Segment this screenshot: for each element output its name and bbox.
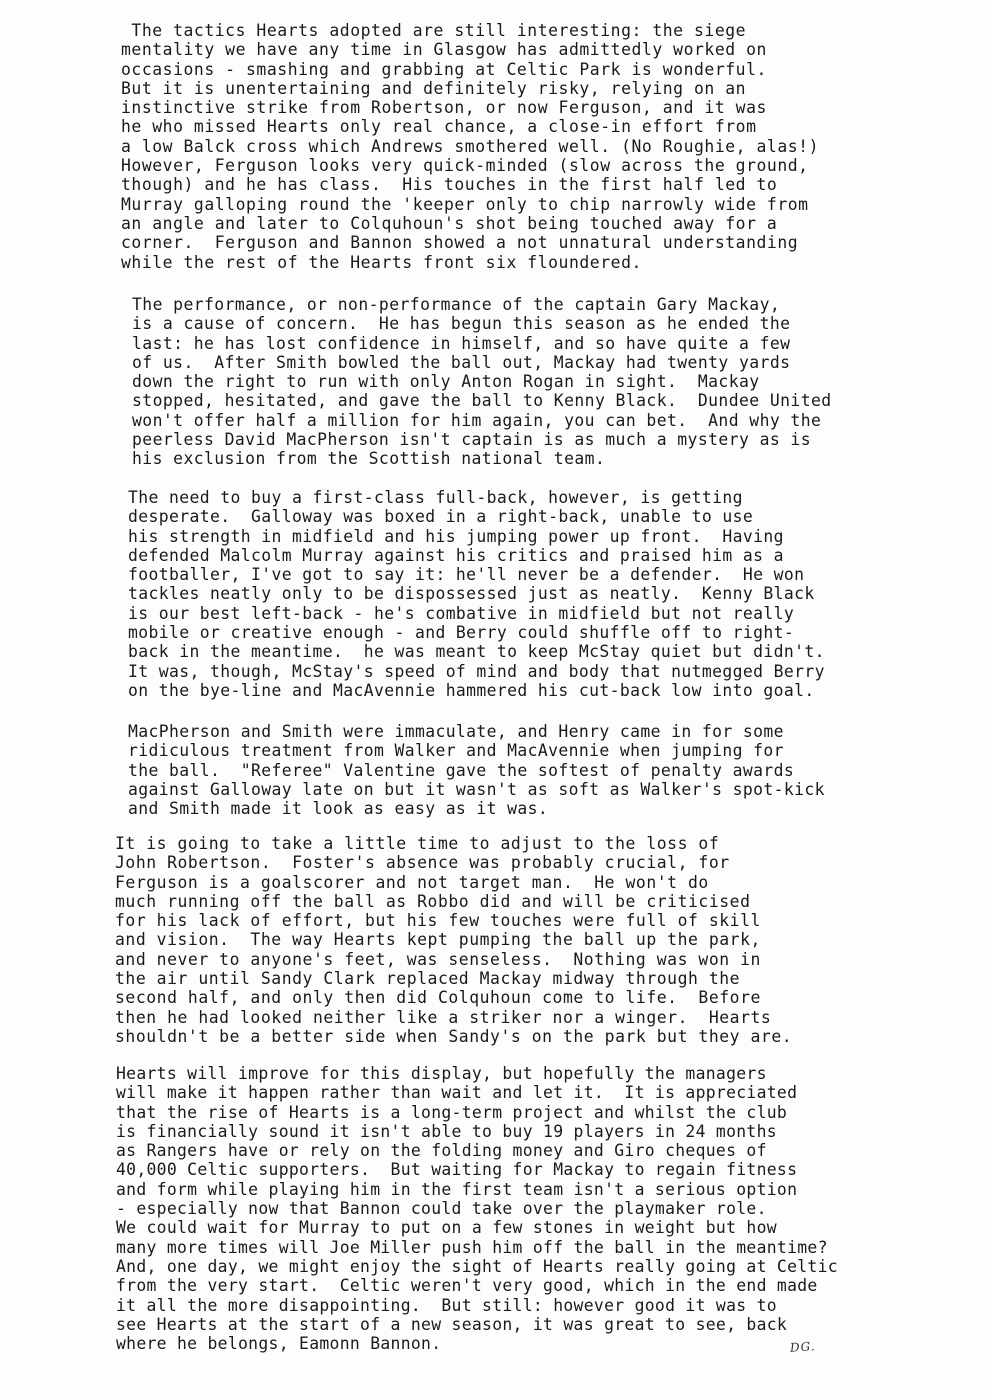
- text-line: won't offer half a million for him again, you can bet. And why the: [132, 410, 822, 430]
- text-line: And, one day, we might enjoy the sight of Hearts really going at Celtic: [116, 1256, 838, 1276]
- text-line: MacPherson and Smith were immaculate, and Henry came in for some: [128, 722, 784, 741]
- text-line: and form while playing him in the first team isn't a serious option: [116, 1179, 798, 1199]
- paragraph-hearts-improve: [116, 1064, 838, 1353]
- text-line: where he belongs, Eamonn Bannon.: [116, 1334, 442, 1354]
- text-line: The performance, or non-performance of the captain Gary Mackay,: [132, 295, 781, 314]
- text-line: However, Ferguson looks very quick-minded (slow across the ground,: [121, 156, 809, 176]
- text-line: is a cause of concern. He has begun this season as he ended the: [132, 314, 791, 334]
- text-line: footballer, I've got to say it: he'll never be a defender. He won: [128, 565, 805, 585]
- text-line: as Rangers have or rely on the folding money and Giro cheques of: [116, 1141, 767, 1161]
- text-line: and Smith made it look as easy as it was.: [128, 799, 549, 819]
- text-line: and never to anyone's feet, was senseless. Nothing was won in: [115, 949, 761, 969]
- text-line: is financially sound it isn't able to buy 19 players in 24 months: [116, 1121, 777, 1141]
- text-line: an angle and later to Colquhoun's shot being touched away for a: [121, 213, 778, 233]
- text-line: It was, though, McStay's speed of mind and body that nutmegged Berry: [128, 661, 825, 681]
- text-line: John Robertson. Foster's absence was probably crucial, for: [115, 853, 730, 873]
- text-line: instinctive strike from Robertson, or now Ferguson, and it was: [121, 98, 767, 118]
- text-line: against Galloway late on but it wasn't as soft as Walker's spot-kick: [128, 779, 825, 799]
- paragraph-tactics: [121, 21, 819, 272]
- text-line: Hearts will improve for this display, but hopefully the managers: [116, 1064, 767, 1083]
- text-line: shouldn't be a better side when Sandy's on the park but they are.: [115, 1026, 793, 1046]
- text-line: Murray galloping round the 'keeper only to chip narrowly wide from: [121, 194, 809, 214]
- text-line: will make it happen rather than wait and let it. It is appreciated: [116, 1083, 798, 1103]
- text-line: last: he has lost confidence in himself, and so have quite a few: [132, 333, 791, 353]
- text-line: The tactics Hearts adopted are still interesting: the siege: [121, 21, 747, 40]
- text-line: that the rise of Hearts is a long-term project and whilst the club: [116, 1102, 788, 1122]
- text-line: the ball. "Referee" Valentine gave the softest of penalty awards: [128, 760, 795, 780]
- text-line: tackles neatly only to be dispossessed just as neatly. Kenny Black: [128, 584, 815, 604]
- text-line: We could wait for Murray to put on a few stones in weight but how: [116, 1218, 777, 1238]
- text-line: The need to buy a first-class full-back, however, is getting: [128, 488, 743, 507]
- text-line: But it is unentertaining and definitely risky, relying on an: [121, 78, 747, 98]
- text-line: and vision. The way Hearts kept pumping the ball up the park,: [115, 930, 761, 950]
- text-line: down the right to run with only Anton Rogan in sight. Mackay: [132, 372, 760, 392]
- text-line: from the very start. Celtic weren't very good, which in the end made: [116, 1276, 818, 1296]
- text-line: for his lack of effort, but his few touches were full of skill: [115, 911, 761, 931]
- paragraph-macpherson-smith: [128, 722, 825, 818]
- paragraph-robertson-loss: [115, 834, 792, 1046]
- text-line: his exclusion from the Scottish national team.: [132, 449, 606, 469]
- text-line: desperate. Galloway was boxed in a right-back, unable to use: [128, 507, 754, 527]
- text-line: of us. After Smith bowled the ball out, Mackay had twenty yards: [132, 352, 791, 372]
- text-line: it all the more disappointing. But still: however good it was to: [116, 1295, 777, 1315]
- text-line: he who missed Hearts only real chance, a close-in effort from: [121, 117, 757, 137]
- text-line: on the bye-line and MacAvennie hammered his cut-back low into goal.: [128, 680, 815, 700]
- text-line: mobile or creative enough - and Berry could shuffle off to right-: [128, 623, 795, 643]
- text-line: corner. Ferguson and Bannon showed a not unnatural understanding: [121, 233, 799, 253]
- text-line: peerless David MacPherson isn't captain is as much a mystery as is: [132, 430, 812, 450]
- text-line: though) and he has class. His touches in the first half led to: [121, 175, 778, 195]
- text-line: then he had looked neither like a striker nor a winger. Hearts: [115, 1007, 772, 1027]
- text-line: while the rest of the Hearts front six floundered.: [121, 252, 642, 272]
- text-line: the air until Sandy Clark replaced Mackay midway through the: [115, 969, 741, 989]
- text-line: It is going to take a little time to adjust to the loss of: [115, 834, 720, 853]
- text-line: - especially now that Bannon could take over the playmaker role.: [116, 1199, 767, 1219]
- text-line: many more times will Joe Miller push him off the ball in the meantime?: [116, 1237, 828, 1257]
- paragraph-full-back: [128, 488, 825, 700]
- text-line: is our best left-back - he's combative in midfield but not really: [128, 603, 795, 623]
- text-line: much running off the ball as Robbo did and will be criticised: [115, 891, 751, 911]
- text-line: ridiculous treatment from Walker and MacAvennie when jumping for: [128, 741, 784, 761]
- text-line: defended Malcolm Murray against his critics and praised him as a: [128, 545, 784, 565]
- signature: DG.: [789, 1339, 817, 1355]
- paragraph-captain-mackay: [132, 295, 832, 469]
- text-line: 40,000 Celtic supporters. But waiting for Mackay to regain fitness: [116, 1160, 798, 1180]
- text-line: a low Balck cross which Andrews smothered well. (No Roughie, alas!): [121, 136, 820, 156]
- text-line: Ferguson is a goalscorer and not target man. He won't do: [115, 872, 709, 892]
- text-line: see Hearts at the start of a new season, it was great to see, back: [116, 1314, 788, 1334]
- text-line: back in the meantime. he was meant to keep McStay quiet but didn't.: [128, 642, 825, 662]
- text-line: occasions - smashing and grabbing at Celtic Park is wonderful.: [121, 59, 767, 79]
- text-line: his strength in midfield and his jumping power up front. Having: [128, 526, 784, 546]
- text-line: stopped, hesitated, and gave the ball to Kenny Black. Dundee United: [132, 391, 832, 411]
- text-line: mentality we have any time in Glasgow has admittedly worked on: [121, 40, 767, 60]
- text-line: second half, and only then did Colquhoun come to life. Before: [115, 988, 761, 1008]
